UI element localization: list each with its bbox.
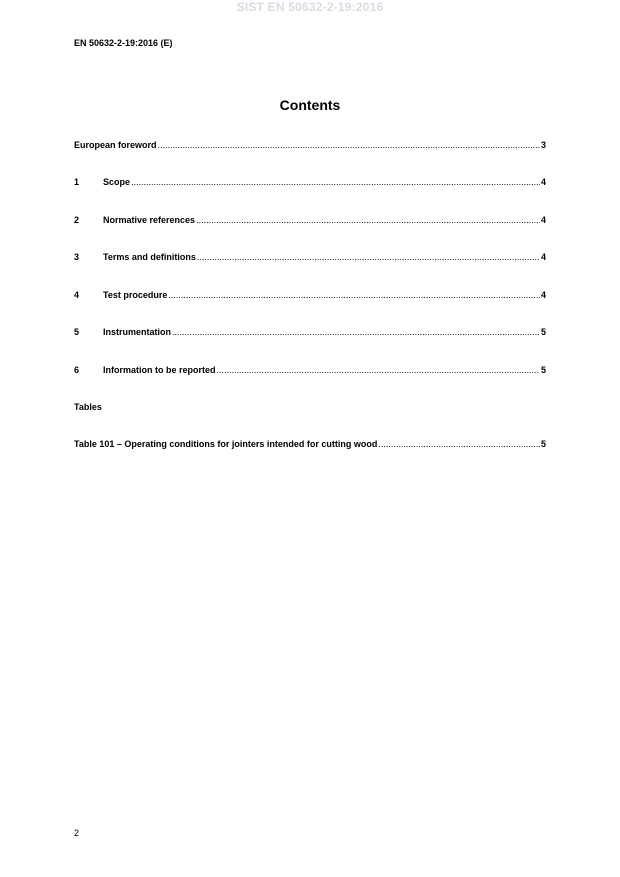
toc-dot-leader xyxy=(196,215,540,226)
toc-entry-title: Terms and definitions xyxy=(103,252,196,262)
toc-entry-number: 4 xyxy=(74,290,80,300)
toc-entry-instrumentation[interactable] xyxy=(74,327,546,338)
toc-entry-number: 1 xyxy=(74,177,80,187)
toc-entry-title: Test procedure xyxy=(103,290,168,300)
page-number: 2 xyxy=(74,828,80,838)
toc-dot-leader xyxy=(197,252,540,263)
toc-entry-table-101[interactable] xyxy=(74,439,546,450)
toc-entry-page: 4 xyxy=(540,177,546,187)
toc-dot-leader xyxy=(168,290,540,301)
toc-entry-page: 3 xyxy=(540,140,546,150)
toc-entry-number: 2 xyxy=(74,215,80,225)
watermark: SIST EN 50632-2-19:2016 xyxy=(236,0,384,14)
toc-entry-title: European foreword xyxy=(74,140,157,150)
toc-entry-title: Table 101 – Operating conditions for jointers intended for cutting wood xyxy=(74,439,378,449)
toc-entry-number: 5 xyxy=(74,327,80,337)
tables-heading: Tables xyxy=(74,402,102,412)
toc-entry-title: Instrumentation xyxy=(103,327,172,337)
toc-entry-number: 6 xyxy=(74,365,80,375)
toc-entry-page: 4 xyxy=(540,252,546,262)
toc-entry-page: 4 xyxy=(540,215,546,225)
toc-entry-terms-and-definitions[interactable] xyxy=(74,252,546,263)
toc-dot-leader xyxy=(172,327,540,338)
contents-title: Contents xyxy=(279,97,341,113)
document-id-header: EN 50632-2-19:2016 (E) xyxy=(74,38,173,48)
toc-entry-scope[interactable] xyxy=(74,177,546,188)
toc-entry-number: 3 xyxy=(74,252,80,262)
toc-entry-test-procedure[interactable] xyxy=(74,290,546,301)
toc-entry-normative-references[interactable] xyxy=(74,215,546,226)
toc-entry-page: 4 xyxy=(540,290,546,300)
toc-entry-page: 5 xyxy=(540,439,546,449)
toc-dot-leader xyxy=(217,365,540,376)
toc-dot-leader xyxy=(131,177,540,188)
toc-dot-leader xyxy=(378,439,540,450)
toc-entry-page: 5 xyxy=(540,365,546,375)
toc-entry-information-to-be-reported[interactable] xyxy=(74,365,546,376)
toc-entry-title: Scope xyxy=(103,177,131,187)
toc-entry-title: Information to be reported xyxy=(103,365,216,375)
toc-entry-page: 5 xyxy=(540,327,546,337)
toc-entry-european-foreword[interactable] xyxy=(74,140,546,151)
toc-entry-title: Normative references xyxy=(103,215,196,225)
toc-dot-leader xyxy=(158,140,540,151)
